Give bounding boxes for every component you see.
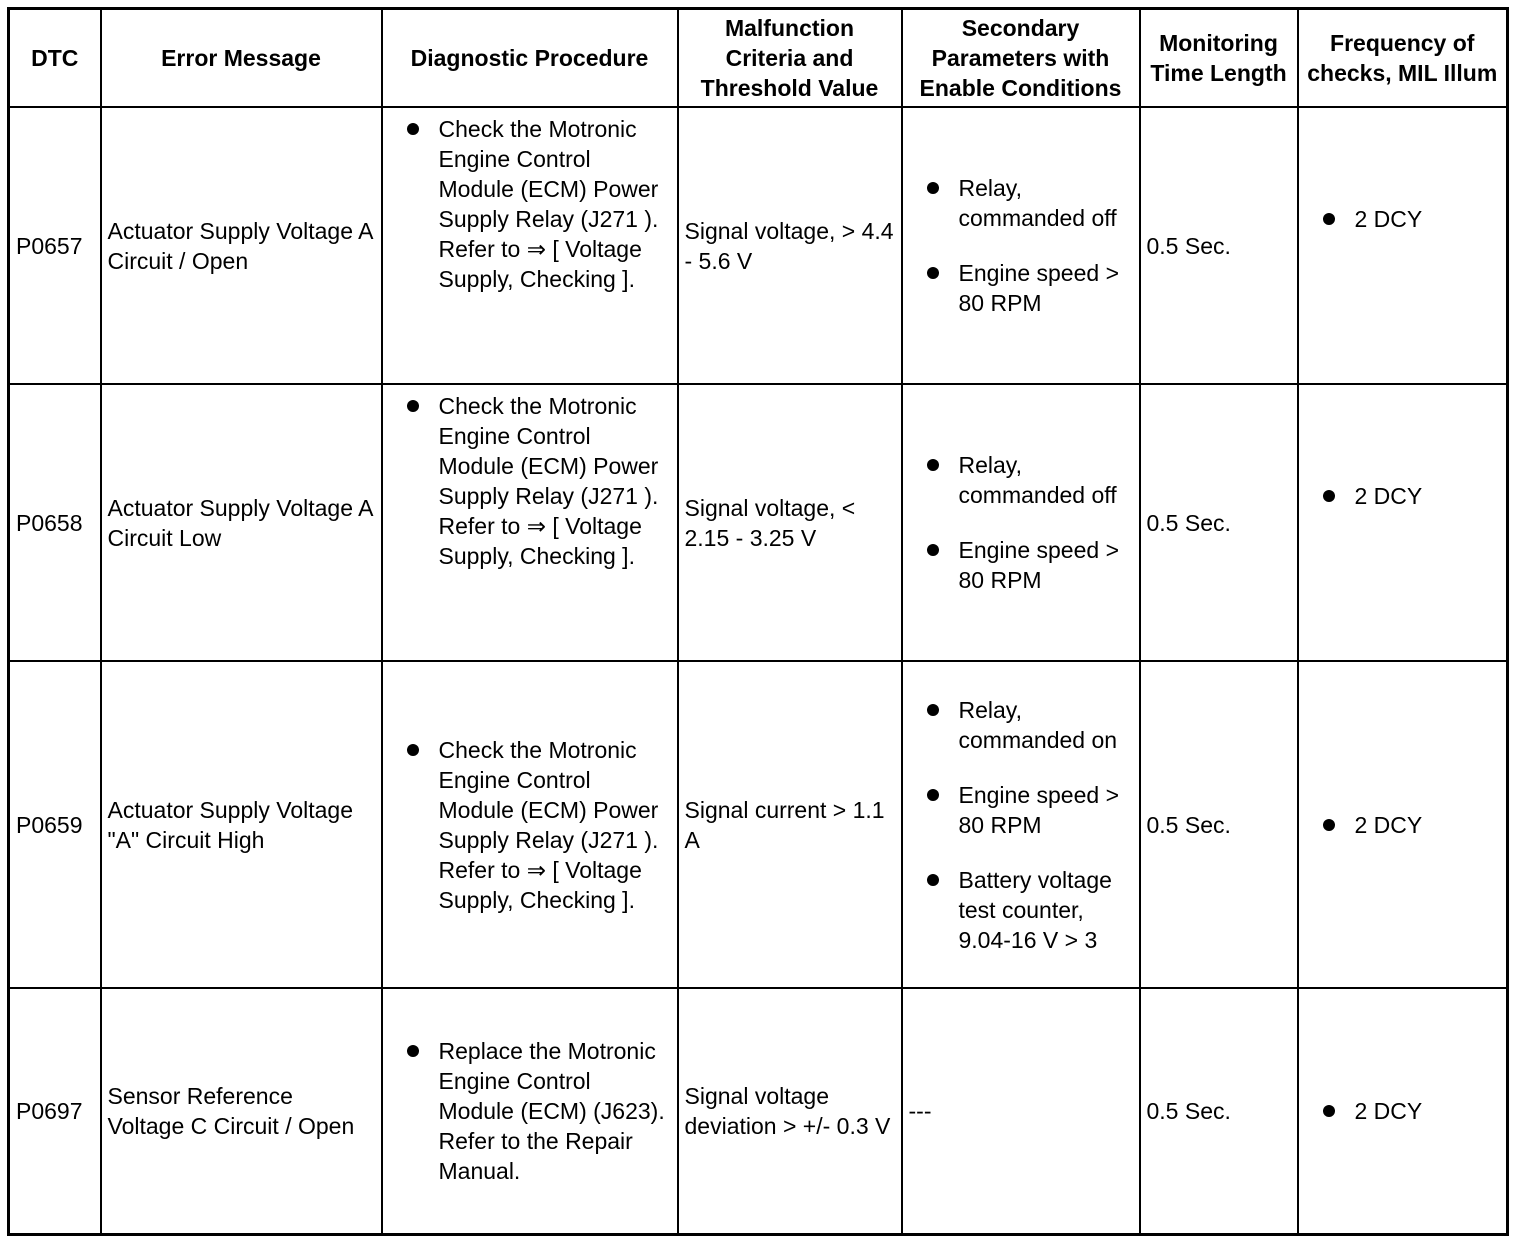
- frequency: [1298, 661, 1508, 988]
- procedure-item: Replace the Motronic Engine Control Module (ECM) (J623). Refer to the Repair Manual.: [389, 1036, 671, 1186]
- table-row: [9, 107, 1508, 384]
- header-error-message: Error Message: [101, 9, 382, 108]
- frequency-item: 2 DCY: [1305, 204, 1501, 234]
- header-secondary-parameters: Secondary Parameters with Enable Conditions: [902, 9, 1140, 108]
- parameter-item: Engine speed > 80 RPM: [909, 535, 1133, 595]
- diagnostic-procedure: [382, 107, 678, 384]
- monitoring-time: 0.5 Sec.: [1140, 107, 1298, 384]
- secondary-parameters: [902, 384, 1140, 661]
- error-message: Actuator Supply Voltage "A" Circuit High: [101, 661, 382, 988]
- procedure-item: Check the Motronic Engine Control Module (ECM) Power Supply Relay (J271 ). Refer to ⇒ [ Voltage Supply, Checking ].: [389, 735, 671, 915]
- header-malfunction-criteria: Malfunction Criteria and Threshold Value: [678, 9, 902, 108]
- parameter-item: Relay, commanded off: [909, 450, 1133, 510]
- parameter-item: Relay, commanded on: [909, 695, 1133, 755]
- dtc-code: P0657: [9, 107, 101, 384]
- table-row: [9, 988, 1508, 1234]
- header-diagnostic-procedure: Diagnostic Procedure: [382, 9, 678, 108]
- frequency: [1298, 107, 1508, 384]
- monitoring-time: 0.5 Sec.: [1140, 988, 1298, 1234]
- header-row: [9, 9, 1508, 108]
- malfunction-criteria: Signal voltage, < 2.15 - 3.25 V: [678, 384, 902, 661]
- table-row: [9, 384, 1508, 661]
- procedure-item: Check the Motronic Engine Control Module (ECM) Power Supply Relay (J271 ). Refer to ⇒ [ Voltage Supply, Checking ].: [389, 114, 671, 294]
- frequency-item: 2 DCY: [1305, 1096, 1501, 1126]
- error-message: Actuator Supply Voltage A Circuit Low: [101, 384, 382, 661]
- parameter-item: Relay, commanded off: [909, 173, 1133, 233]
- dtc-table: [7, 7, 1509, 1236]
- secondary-parameters: [902, 661, 1140, 988]
- secondary-parameters: [902, 107, 1140, 384]
- dtc-code: P0658: [9, 384, 101, 661]
- parameter-item: Battery voltage test counter, 9.04-16 V > 3: [909, 865, 1133, 955]
- diagnostic-procedure: [382, 988, 678, 1234]
- malfunction-criteria: Signal current > 1.1 A: [678, 661, 902, 988]
- frequency-item: 2 DCY: [1305, 481, 1501, 511]
- frequency: [1298, 384, 1508, 661]
- secondary-parameters: ---: [902, 988, 1140, 1234]
- diagnostic-procedure: [382, 384, 678, 661]
- header-frequency: Frequency of checks, MIL Illum: [1298, 9, 1508, 108]
- monitoring-time: 0.5 Sec.: [1140, 661, 1298, 988]
- malfunction-criteria: Signal voltage deviation > +/- 0.3 V: [678, 988, 902, 1234]
- procedure-item: Check the Motronic Engine Control Module (ECM) Power Supply Relay (J271 ). Refer to ⇒ [ Voltage Supply, Checking ].: [389, 391, 671, 571]
- error-message: Sensor Reference Voltage C Circuit / Open: [101, 988, 382, 1234]
- monitoring-time: 0.5 Sec.: [1140, 384, 1298, 661]
- diagnostic-procedure: [382, 661, 678, 988]
- parameter-item: Engine speed > 80 RPM: [909, 780, 1133, 840]
- header-monitoring-time: Monitoring Time Length: [1140, 9, 1298, 108]
- error-message: Actuator Supply Voltage A Circuit / Open: [101, 107, 382, 384]
- malfunction-criteria: Signal voltage, > 4.4 - 5.6 V: [678, 107, 902, 384]
- frequency: [1298, 988, 1508, 1234]
- table-row: [9, 661, 1508, 988]
- dtc-code: P0659: [9, 661, 101, 988]
- parameter-item: Engine speed > 80 RPM: [909, 258, 1133, 318]
- header-dtc: DTC: [9, 9, 101, 108]
- dtc-code: P0697: [9, 988, 101, 1234]
- frequency-item: 2 DCY: [1305, 810, 1501, 840]
